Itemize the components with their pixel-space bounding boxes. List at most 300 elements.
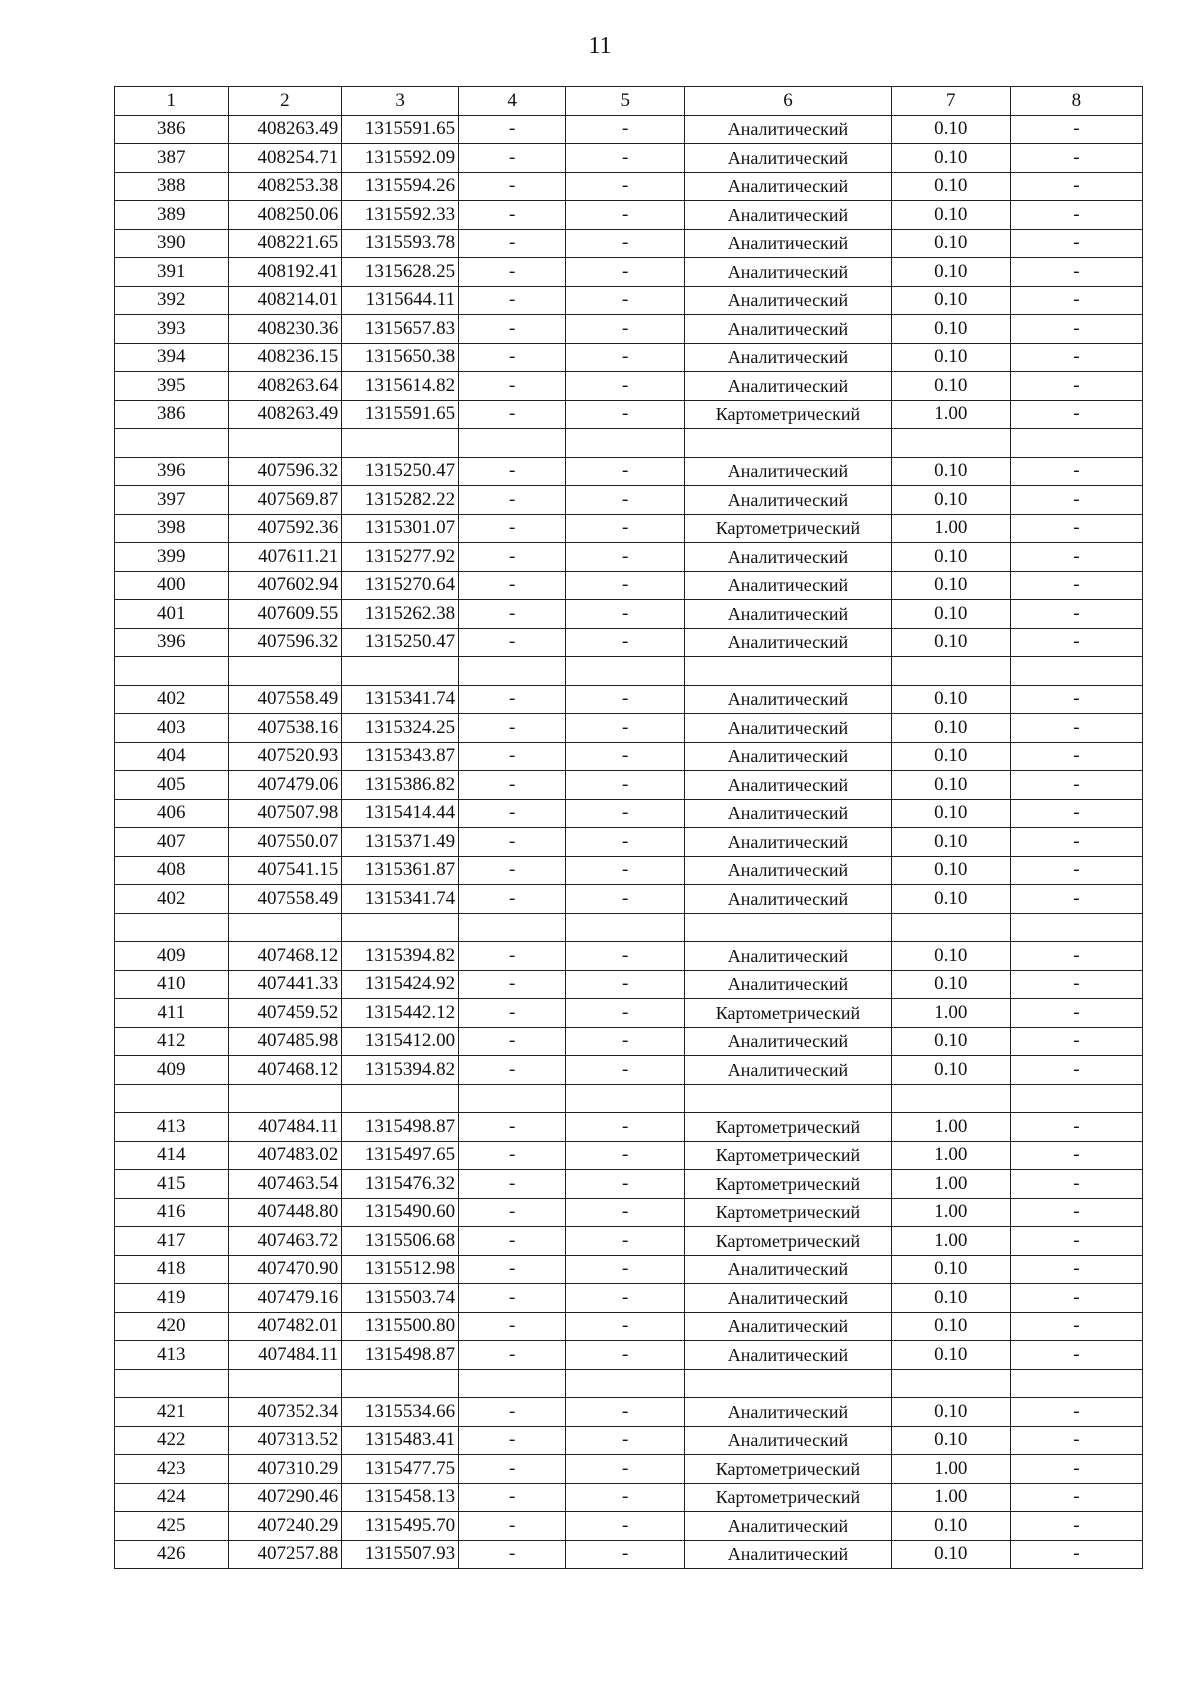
point-number-cell: 389 <box>115 201 229 230</box>
column-4-cell <box>459 1369 566 1398</box>
method-cell: Аналитический <box>685 970 891 999</box>
column-5-cell: - <box>566 201 685 230</box>
y-coordinate-cell <box>342 1369 459 1398</box>
table-row <box>115 571 1143 600</box>
y-coordinate-cell: 1315591.65 <box>342 115 459 144</box>
y-coordinate-cell: 1315614.82 <box>342 372 459 401</box>
y-coordinate-cell <box>342 913 459 942</box>
column-5-cell: - <box>566 771 685 800</box>
x-coordinate-cell: 407538.16 <box>228 714 342 743</box>
method-cell: Аналитический <box>685 144 891 173</box>
table-row <box>115 115 1143 144</box>
column-8-cell: - <box>1010 571 1142 600</box>
y-coordinate-cell: 1315394.82 <box>342 1056 459 1085</box>
method-cell <box>685 1369 891 1398</box>
column-8-cell: - <box>1010 942 1142 971</box>
column-4-cell: - <box>459 1284 566 1313</box>
table-row <box>115 771 1143 800</box>
column-4-cell: - <box>459 258 566 287</box>
accuracy-cell: 0.10 <box>891 1284 1010 1313</box>
point-number-cell: 402 <box>115 885 229 914</box>
table-row <box>115 885 1143 914</box>
point-number-cell: 386 <box>115 115 229 144</box>
y-coordinate-cell: 1315477.75 <box>342 1455 459 1484</box>
column-4-cell: - <box>459 1170 566 1199</box>
table-row <box>115 229 1143 258</box>
column-5-cell: - <box>566 258 685 287</box>
accuracy-cell: 0.10 <box>891 372 1010 401</box>
x-coordinate-cell: 407470.90 <box>228 1255 342 1284</box>
column-4-cell: - <box>459 1113 566 1142</box>
column-8-cell: - <box>1010 1227 1142 1256</box>
method-cell: Картометрический <box>685 999 891 1028</box>
method-cell <box>685 429 891 458</box>
column-5-cell: - <box>566 514 685 543</box>
y-coordinate-cell: 1315341.74 <box>342 885 459 914</box>
column-8-cell: - <box>1010 315 1142 344</box>
point-number-cell: 412 <box>115 1027 229 1056</box>
table-row <box>115 1341 1143 1370</box>
accuracy-cell: 0.10 <box>891 343 1010 372</box>
point-number-cell: 407 <box>115 828 229 857</box>
x-coordinate-cell: 407483.02 <box>228 1141 342 1170</box>
column-5-cell: - <box>566 714 685 743</box>
method-cell: Картометрический <box>685 1198 891 1227</box>
separator-row <box>115 1369 1143 1398</box>
x-coordinate-cell: 407609.55 <box>228 600 342 629</box>
column-5-cell: - <box>566 1455 685 1484</box>
x-coordinate-cell: 407596.32 <box>228 457 342 486</box>
point-number-cell: 395 <box>115 372 229 401</box>
table-row <box>115 1027 1143 1056</box>
column-5-cell: - <box>566 372 685 401</box>
column-8-cell <box>1010 429 1142 458</box>
x-coordinate-cell: 407352.34 <box>228 1398 342 1427</box>
accuracy-cell <box>891 1084 1010 1113</box>
y-coordinate-cell: 1315442.12 <box>342 999 459 1028</box>
header-cell: 8 <box>1010 87 1142 116</box>
column-8-cell: - <box>1010 1141 1142 1170</box>
accuracy-cell: 0.10 <box>891 1426 1010 1455</box>
column-8-cell: - <box>1010 486 1142 515</box>
column-8-cell: - <box>1010 1198 1142 1227</box>
column-5-cell: - <box>566 229 685 258</box>
method-cell: Аналитический <box>685 628 891 657</box>
accuracy-cell: 1.00 <box>891 1113 1010 1142</box>
accuracy-cell: 1.00 <box>891 1455 1010 1484</box>
table-row <box>115 258 1143 287</box>
column-4-cell: - <box>459 1540 566 1569</box>
column-8-cell <box>1010 657 1142 686</box>
table-row <box>115 600 1143 629</box>
x-coordinate-cell: 407441.33 <box>228 970 342 999</box>
table-row <box>115 1398 1143 1427</box>
method-cell: Аналитический <box>685 1512 891 1541</box>
table-row <box>115 1455 1143 1484</box>
column-8-cell: - <box>1010 258 1142 287</box>
column-5-cell: - <box>566 828 685 857</box>
method-cell: Аналитический <box>685 571 891 600</box>
table-row <box>115 799 1143 828</box>
y-coordinate-cell: 1315262.38 <box>342 600 459 629</box>
x-coordinate-cell: 407611.21 <box>228 543 342 572</box>
accuracy-cell: 0.10 <box>891 628 1010 657</box>
column-4-cell: - <box>459 372 566 401</box>
accuracy-cell <box>891 913 1010 942</box>
accuracy-cell: 0.10 <box>891 486 1010 515</box>
table-row <box>115 685 1143 714</box>
accuracy-cell: 0.10 <box>891 828 1010 857</box>
method-cell: Аналитический <box>685 742 891 771</box>
accuracy-cell: 0.10 <box>891 457 1010 486</box>
point-number-cell: 409 <box>115 1056 229 1085</box>
method-cell: Аналитический <box>685 286 891 315</box>
column-8-cell: - <box>1010 1056 1142 1085</box>
column-5-cell: - <box>566 856 685 885</box>
column-4-cell: - <box>459 628 566 657</box>
method-cell: Аналитический <box>685 229 891 258</box>
method-cell: Аналитический <box>685 1312 891 1341</box>
y-coordinate-cell: 1315503.74 <box>342 1284 459 1313</box>
point-number-cell: 386 <box>115 400 229 429</box>
point-number-cell: 391 <box>115 258 229 287</box>
x-coordinate-cell: 408221.65 <box>228 229 342 258</box>
accuracy-cell: 1.00 <box>891 999 1010 1028</box>
accuracy-cell: 0.10 <box>891 1512 1010 1541</box>
column-5-cell: - <box>566 457 685 486</box>
method-cell: Аналитический <box>685 315 891 344</box>
table-row <box>115 172 1143 201</box>
y-coordinate-cell: 1315277.92 <box>342 543 459 572</box>
accuracy-cell: 0.10 <box>891 1255 1010 1284</box>
x-coordinate-cell: 407290.46 <box>228 1483 342 1512</box>
column-8-cell: - <box>1010 885 1142 914</box>
accuracy-cell: 0.10 <box>891 1312 1010 1341</box>
point-number-cell: 390 <box>115 229 229 258</box>
column-8-cell <box>1010 1369 1142 1398</box>
column-8-cell: - <box>1010 1455 1142 1484</box>
point-number-cell <box>115 429 229 458</box>
point-number-cell: 420 <box>115 1312 229 1341</box>
column-5-cell: - <box>566 1227 685 1256</box>
point-number-cell: 401 <box>115 600 229 629</box>
method-cell: Аналитический <box>685 201 891 230</box>
header-cell: 2 <box>228 87 342 116</box>
column-8-cell <box>1010 913 1142 942</box>
column-5-cell: - <box>566 1027 685 1056</box>
x-coordinate-cell <box>228 913 342 942</box>
column-5-cell: - <box>566 1255 685 1284</box>
y-coordinate-cell: 1315424.92 <box>342 970 459 999</box>
method-cell: Аналитический <box>685 600 891 629</box>
accuracy-cell: 1.00 <box>891 1141 1010 1170</box>
y-coordinate-cell: 1315412.00 <box>342 1027 459 1056</box>
column-5-cell: - <box>566 115 685 144</box>
accuracy-cell <box>891 1369 1010 1398</box>
column-4-cell <box>459 1084 566 1113</box>
method-cell: Аналитический <box>685 828 891 857</box>
accuracy-cell: 0.10 <box>891 258 1010 287</box>
point-number-cell: 387 <box>115 144 229 173</box>
table-row <box>115 856 1143 885</box>
column-5-cell: - <box>566 486 685 515</box>
column-4-cell: - <box>459 1227 566 1256</box>
y-coordinate-cell: 1315386.82 <box>342 771 459 800</box>
accuracy-cell <box>891 429 1010 458</box>
column-5-cell: - <box>566 144 685 173</box>
table-row <box>115 144 1143 173</box>
column-8-cell: - <box>1010 628 1142 657</box>
column-4-cell: - <box>459 315 566 344</box>
column-8-cell: - <box>1010 1398 1142 1427</box>
column-5-cell <box>566 1084 685 1113</box>
column-8-cell: - <box>1010 714 1142 743</box>
method-cell: Аналитический <box>685 1284 891 1313</box>
column-8-cell: - <box>1010 600 1142 629</box>
accuracy-cell: 0.10 <box>891 771 1010 800</box>
accuracy-cell: 0.10 <box>891 172 1010 201</box>
method-cell: Аналитический <box>685 885 891 914</box>
x-coordinate-cell: 407468.12 <box>228 942 342 971</box>
column-4-cell: - <box>459 1455 566 1484</box>
column-8-cell: - <box>1010 771 1142 800</box>
column-4-cell <box>459 913 566 942</box>
column-8-cell: - <box>1010 999 1142 1028</box>
column-8-cell: - <box>1010 144 1142 173</box>
header-cell: 5 <box>566 87 685 116</box>
accuracy-cell: 0.10 <box>891 970 1010 999</box>
x-coordinate-cell: 407313.52 <box>228 1426 342 1455</box>
method-cell: Картометрический <box>685 1170 891 1199</box>
x-coordinate-cell: 407558.49 <box>228 885 342 914</box>
y-coordinate-cell: 1315644.11 <box>342 286 459 315</box>
method-cell <box>685 1084 891 1113</box>
point-number-cell <box>115 1369 229 1398</box>
method-cell: Аналитический <box>685 799 891 828</box>
point-number-cell: 417 <box>115 1227 229 1256</box>
column-5-cell: - <box>566 1113 685 1142</box>
column-8-cell: - <box>1010 1483 1142 1512</box>
column-4-cell: - <box>459 771 566 800</box>
accuracy-cell: 1.00 <box>891 400 1010 429</box>
table-row <box>115 828 1143 857</box>
point-number-cell <box>115 657 229 686</box>
table-row <box>115 970 1143 999</box>
column-4-cell: - <box>459 1056 566 1085</box>
column-4-cell: - <box>459 856 566 885</box>
column-4-cell: - <box>459 885 566 914</box>
table-row <box>115 1170 1143 1199</box>
column-5-cell: - <box>566 571 685 600</box>
method-cell: Аналитический <box>685 486 891 515</box>
y-coordinate-cell: 1315282.22 <box>342 486 459 515</box>
column-5-cell: - <box>566 685 685 714</box>
column-5-cell: - <box>566 1141 685 1170</box>
point-number-cell: 422 <box>115 1426 229 1455</box>
accuracy-cell: 0.10 <box>891 286 1010 315</box>
header-cell: 3 <box>342 87 459 116</box>
method-cell: Картометрический <box>685 1113 891 1142</box>
accuracy-cell: 0.10 <box>891 714 1010 743</box>
point-number-cell: 418 <box>115 1255 229 1284</box>
y-coordinate-cell: 1315483.41 <box>342 1426 459 1455</box>
table-row <box>115 1312 1143 1341</box>
column-5-cell: - <box>566 1512 685 1541</box>
table-row <box>115 1141 1143 1170</box>
x-coordinate-cell: 407459.52 <box>228 999 342 1028</box>
accuracy-cell <box>891 657 1010 686</box>
method-cell: Аналитический <box>685 1341 891 1370</box>
point-number-cell <box>115 1084 229 1113</box>
method-cell: Аналитический <box>685 1056 891 1085</box>
point-number-cell: 396 <box>115 628 229 657</box>
point-number-cell: 398 <box>115 514 229 543</box>
x-coordinate-cell <box>228 657 342 686</box>
accuracy-cell: 0.10 <box>891 1540 1010 1569</box>
x-coordinate-cell: 408263.49 <box>228 400 342 429</box>
column-8-cell: - <box>1010 543 1142 572</box>
x-coordinate-cell: 407240.29 <box>228 1512 342 1541</box>
method-cell: Аналитический <box>685 771 891 800</box>
column-4-cell: - <box>459 1398 566 1427</box>
column-8-cell: - <box>1010 201 1142 230</box>
point-number-cell: 397 <box>115 486 229 515</box>
column-4-cell: - <box>459 799 566 828</box>
x-coordinate-cell: 407569.87 <box>228 486 342 515</box>
y-coordinate-cell: 1315657.83 <box>342 315 459 344</box>
y-coordinate-cell: 1315270.64 <box>342 571 459 600</box>
point-number-cell: 410 <box>115 970 229 999</box>
point-number-cell: 403 <box>115 714 229 743</box>
y-coordinate-cell: 1315394.82 <box>342 942 459 971</box>
column-8-cell: - <box>1010 1512 1142 1541</box>
x-coordinate-cell: 407602.94 <box>228 571 342 600</box>
x-coordinate-cell: 407541.15 <box>228 856 342 885</box>
y-coordinate-cell: 1315341.74 <box>342 685 459 714</box>
column-8-cell: - <box>1010 742 1142 771</box>
y-coordinate-cell: 1315301.07 <box>342 514 459 543</box>
column-5-cell: - <box>566 1198 685 1227</box>
header-row <box>115 87 1143 116</box>
x-coordinate-cell: 408253.38 <box>228 172 342 201</box>
accuracy-cell: 0.10 <box>891 856 1010 885</box>
x-coordinate-cell: 407484.11 <box>228 1341 342 1370</box>
column-8-cell: - <box>1010 457 1142 486</box>
x-coordinate-cell: 407507.98 <box>228 799 342 828</box>
header-cell: 7 <box>891 87 1010 116</box>
column-4-cell: - <box>459 685 566 714</box>
column-5-cell <box>566 657 685 686</box>
table-row <box>115 514 1143 543</box>
x-coordinate-cell: 407482.01 <box>228 1312 342 1341</box>
x-coordinate-cell: 407463.72 <box>228 1227 342 1256</box>
accuracy-cell: 1.00 <box>891 1227 1010 1256</box>
point-number-cell: 426 <box>115 1540 229 1569</box>
y-coordinate-cell: 1315593.78 <box>342 229 459 258</box>
y-coordinate-cell: 1315507.93 <box>342 1540 459 1569</box>
point-number-cell: 413 <box>115 1113 229 1142</box>
point-number-cell: 419 <box>115 1284 229 1313</box>
column-5-cell: - <box>566 1056 685 1085</box>
accuracy-cell: 0.10 <box>891 229 1010 258</box>
table-row <box>115 315 1143 344</box>
y-coordinate-cell: 1315534.66 <box>342 1398 459 1427</box>
method-cell: Аналитический <box>685 343 891 372</box>
method-cell: Картометрический <box>685 1455 891 1484</box>
column-5-cell: - <box>566 1398 685 1427</box>
method-cell: Аналитический <box>685 258 891 287</box>
x-coordinate-cell: 408250.06 <box>228 201 342 230</box>
column-8-cell: - <box>1010 1113 1142 1142</box>
point-number-cell: 425 <box>115 1512 229 1541</box>
column-4-cell: - <box>459 543 566 572</box>
point-number-cell: 421 <box>115 1398 229 1427</box>
column-8-cell: - <box>1010 1284 1142 1313</box>
column-5-cell: - <box>566 315 685 344</box>
point-number-cell: 392 <box>115 286 229 315</box>
accuracy-cell: 0.10 <box>891 115 1010 144</box>
x-coordinate-cell: 407468.12 <box>228 1056 342 1085</box>
method-cell: Аналитический <box>685 1540 891 1569</box>
y-coordinate-cell: 1315250.47 <box>342 628 459 657</box>
column-4-cell: - <box>459 115 566 144</box>
table-row <box>115 486 1143 515</box>
column-4-cell: - <box>459 1341 566 1370</box>
separator-row <box>115 913 1143 942</box>
column-5-cell: - <box>566 343 685 372</box>
point-number-cell: 416 <box>115 1198 229 1227</box>
column-5-cell: - <box>566 400 685 429</box>
x-coordinate-cell: 407479.16 <box>228 1284 342 1313</box>
column-4-cell: - <box>459 970 566 999</box>
column-4-cell: - <box>459 172 566 201</box>
method-cell: Аналитический <box>685 856 891 885</box>
x-coordinate-cell: 407257.88 <box>228 1540 342 1569</box>
column-4-cell: - <box>459 457 566 486</box>
separator-row <box>115 657 1143 686</box>
table-row <box>115 1426 1143 1455</box>
x-coordinate-cell: 407596.32 <box>228 628 342 657</box>
accuracy-cell: 0.10 <box>891 1027 1010 1056</box>
column-8-cell: - <box>1010 799 1142 828</box>
table-row <box>115 628 1143 657</box>
column-5-cell: - <box>566 628 685 657</box>
column-5-cell: - <box>566 942 685 971</box>
accuracy-cell: 1.00 <box>891 1483 1010 1512</box>
column-4-cell: - <box>459 1141 566 1170</box>
y-coordinate-cell: 1315498.87 <box>342 1341 459 1370</box>
column-5-cell: - <box>566 600 685 629</box>
y-coordinate-cell: 1315512.98 <box>342 1255 459 1284</box>
y-coordinate-cell: 1315250.47 <box>342 457 459 486</box>
accuracy-cell: 0.10 <box>891 685 1010 714</box>
x-coordinate-cell: 407463.54 <box>228 1170 342 1199</box>
x-coordinate-cell: 408192.41 <box>228 258 342 287</box>
point-number-cell: 414 <box>115 1141 229 1170</box>
y-coordinate-cell: 1315343.87 <box>342 742 459 771</box>
column-8-cell: - <box>1010 1426 1142 1455</box>
method-cell: Аналитический <box>685 685 891 714</box>
column-4-cell: - <box>459 286 566 315</box>
y-coordinate-cell: 1315500.80 <box>342 1312 459 1341</box>
point-number-cell: 424 <box>115 1483 229 1512</box>
column-4-cell <box>459 429 566 458</box>
y-coordinate-cell <box>342 429 459 458</box>
table-row <box>115 999 1143 1028</box>
column-5-cell: - <box>566 742 685 771</box>
column-4-cell: - <box>459 343 566 372</box>
column-8-cell: - <box>1010 372 1142 401</box>
